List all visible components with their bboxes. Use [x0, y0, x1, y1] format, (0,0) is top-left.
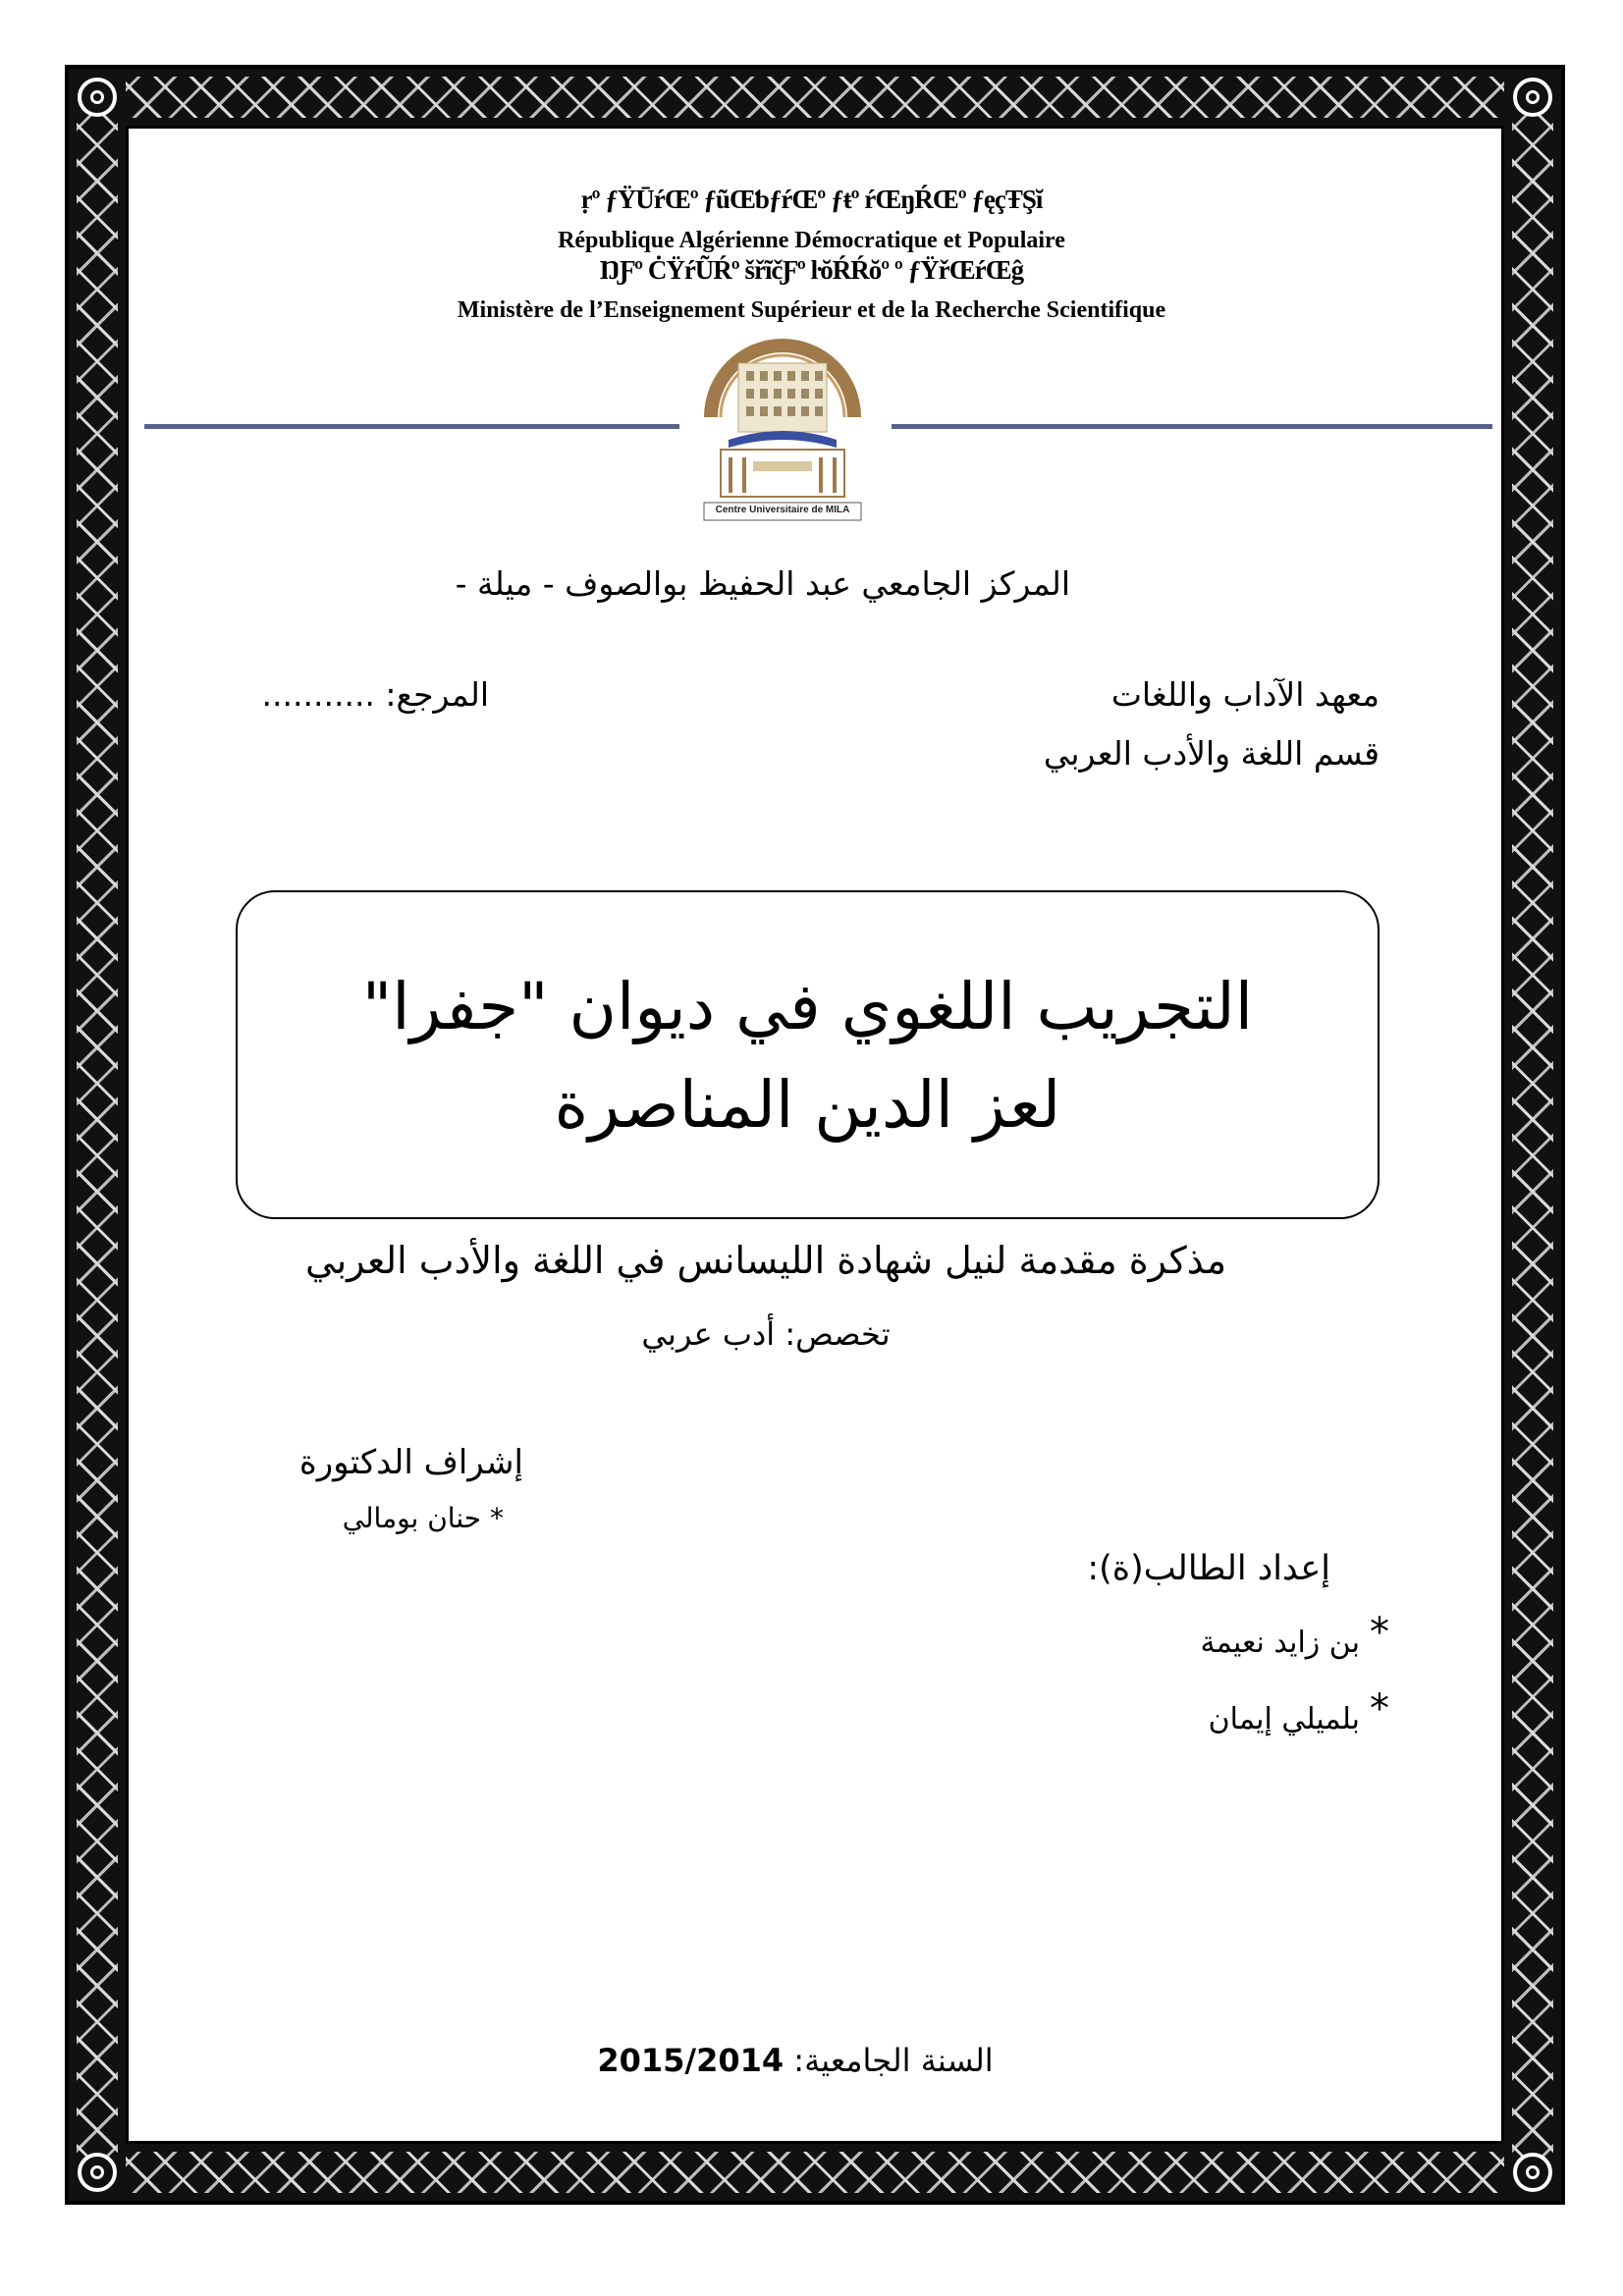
- supervisor-label: إشراف الدكتورة: [298, 1443, 523, 1482]
- corner-ornament-icon: [78, 78, 117, 117]
- student-name: بلميلي إيمان: [1208, 1702, 1360, 1736]
- thesis-title-box: [236, 890, 1380, 1219]
- students-label: إعداد الطالب(ة):: [1087, 1549, 1330, 1588]
- bullet-icon: *: [1370, 1686, 1389, 1732]
- header-rule-right: [892, 424, 1492, 429]
- bullet-icon: *: [1370, 1610, 1389, 1655]
- thesis-title-line-1: التجريب اللغوي في ديوان "جفرا": [361, 969, 1254, 1044]
- thesis-description: مذكرة مقدمة لنيل شهادة الليسانس في اللغة والأدب العربي: [304, 1239, 1227, 1282]
- supervisor-name: * حنان بومالي: [342, 1502, 504, 1534]
- header-ministry-french: Ministère de l’Enseignement Supérieur et de la Recherche Scientifique: [457, 297, 1166, 323]
- academic-year: [550, 2042, 1041, 2079]
- thesis-title-line-2: لعز الدين المناصرة: [554, 1067, 1061, 1143]
- corner-ornament-icon: [78, 2153, 117, 2192]
- frame-band-left: [69, 69, 126, 2201]
- institute-name: معهد الآداب واللغات: [1110, 675, 1380, 714]
- center-name: المركز الجامعي عبد الحفيظ بوالصوف - ميلة -: [455, 564, 1070, 603]
- department-name: قسم اللغة والأدب العربي: [1043, 734, 1380, 773]
- logo-caption: Centre Universitaire de MILA: [715, 505, 850, 515]
- academic-year-label: السنة الجامعية:: [793, 2042, 994, 2079]
- corner-ornament-icon: [1513, 2153, 1552, 2192]
- header-rule-left: [144, 424, 679, 429]
- student-name: بن زايد نعيمة: [1200, 1626, 1360, 1660]
- frame-band-top: [69, 69, 1561, 126]
- academic-year-value: 2015/2014: [597, 2042, 784, 2079]
- corner-ornament-icon: [1513, 78, 1552, 117]
- header-arabic-garbled-2: ŊƑº ĊŸŕŨŔº šřĩčƑº ŀŏŔŔŏº º ƒŸřŒŕŒĝ: [599, 255, 1024, 285]
- header-arabic-garbled-1: ṛº ƒŸŪŕŒº ƒũŒƅƒŕŒº ƒŧº ŕŒŋŔŒº ƒęçŦŞĭ: [580, 185, 1043, 214]
- frame-band-bottom: [69, 2144, 1561, 2201]
- header-republic-french: République Algérienne Démocratique et Populaire: [558, 228, 1065, 253]
- university-logo: [699, 324, 866, 525]
- frame-band-right: [1504, 69, 1561, 2201]
- thesis-specialty: تخصص: أدب عربي: [641, 1315, 891, 1353]
- reference-field: المرجع: ...........: [261, 675, 489, 714]
